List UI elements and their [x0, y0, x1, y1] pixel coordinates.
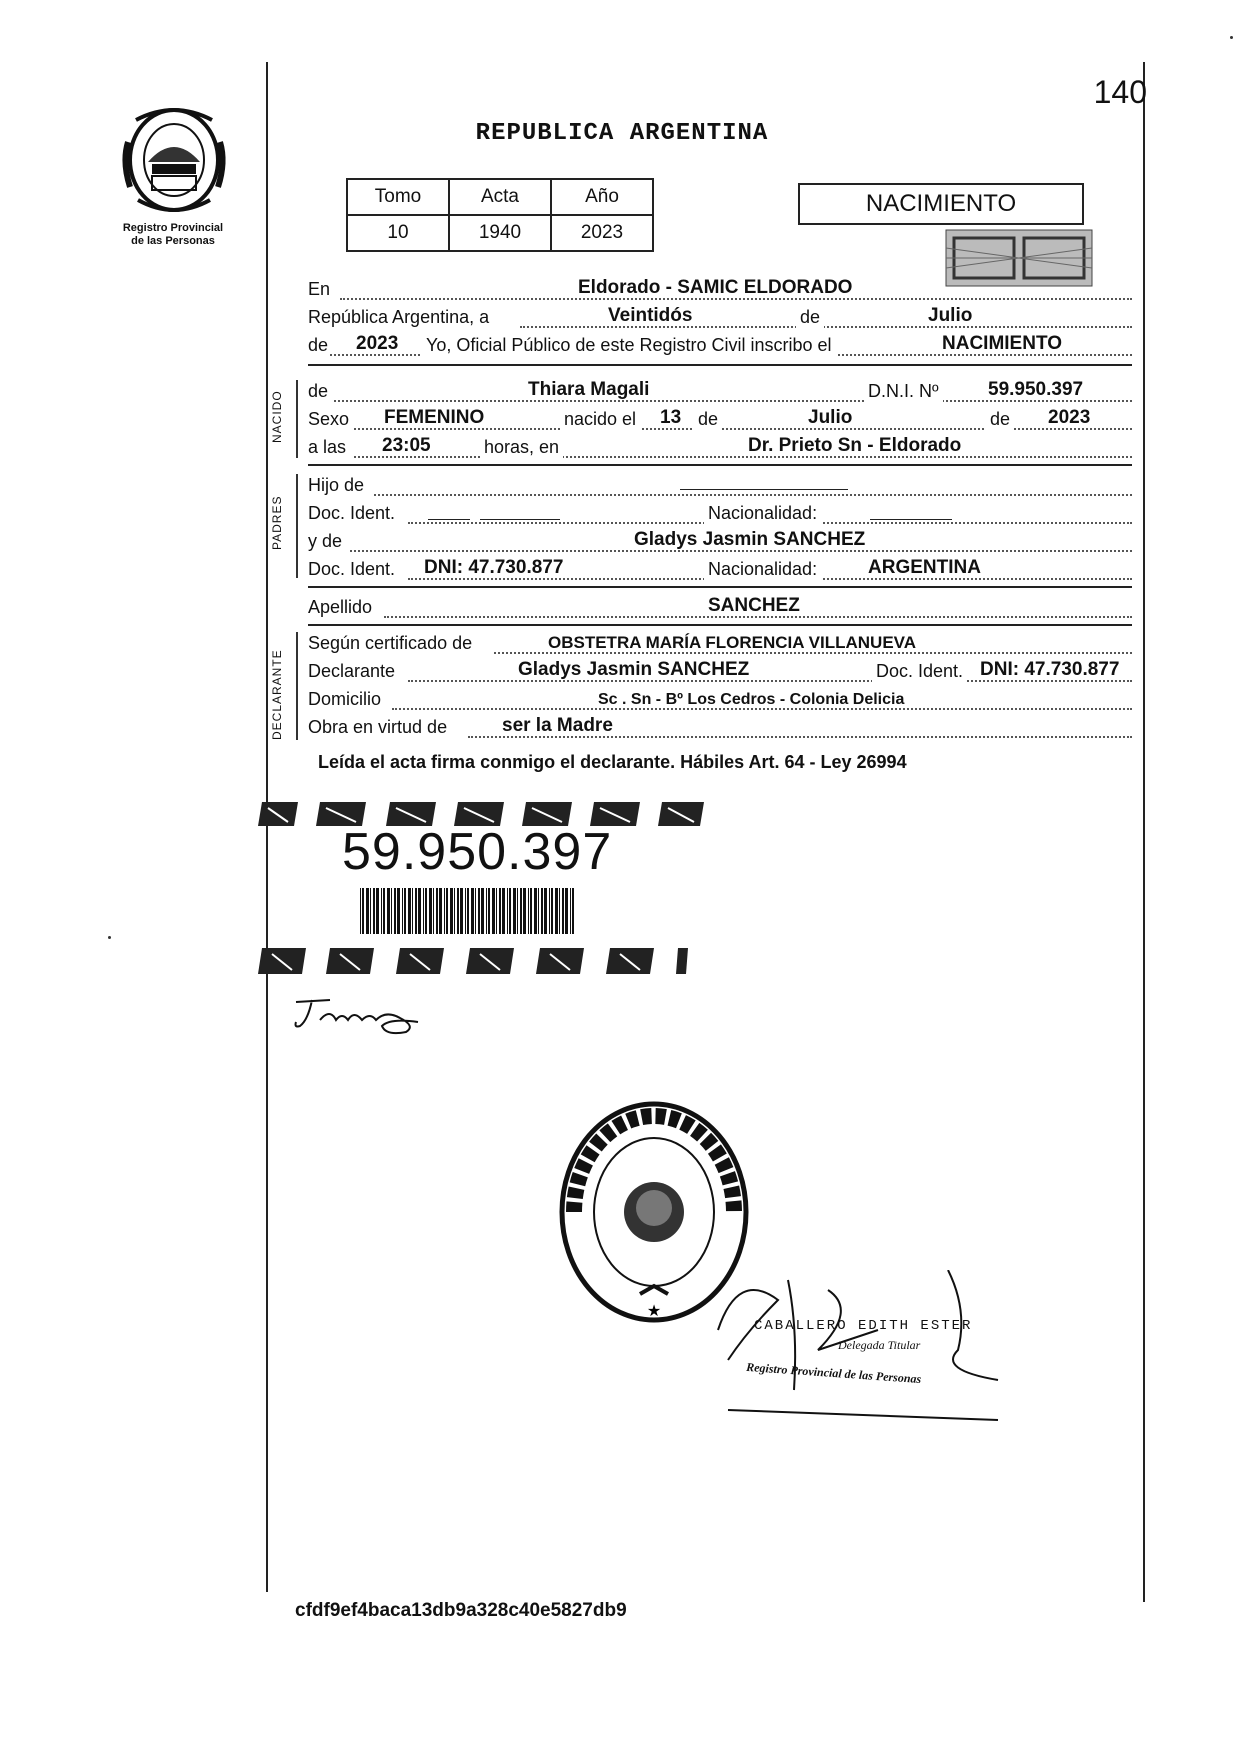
line-lugar — [308, 278, 1132, 304]
field-anio: 2023 — [356, 333, 399, 354]
label-de: de — [796, 307, 824, 328]
header-anio: Año — [551, 179, 653, 215]
header-acta: Acta — [449, 179, 551, 215]
field-dia-texto: Veintidós — [608, 305, 693, 326]
scan-mark — [1230, 36, 1233, 39]
label-de: de — [308, 381, 329, 401]
section-bracket — [296, 380, 298, 458]
label-nacionalidad: Nacionalidad: — [704, 559, 821, 580]
label-republica: República Argentina, a — [308, 307, 490, 327]
field-anio: 2023 — [1048, 407, 1091, 428]
line-padre-doc — [308, 502, 1132, 528]
line-fecha — [308, 306, 1132, 332]
field-dia: 13 — [660, 407, 682, 428]
field-sexo: FEMENINO — [384, 407, 485, 428]
field-declarante-doc: DNI: 47.730.877 — [980, 659, 1120, 680]
svg-text:★: ★ — [646, 1301, 662, 1320]
line-nombre — [308, 380, 1132, 406]
line-sexo — [308, 408, 1132, 434]
header-tomo: Tomo — [347, 179, 449, 215]
field-apellido: SANCHEZ — [708, 595, 800, 616]
logo-caption — [108, 222, 238, 248]
document-title: REPUBLICA ARGENTINA — [475, 120, 769, 147]
right-margin-line — [1143, 62, 1145, 1602]
label-yo-oficial: Yo, Oficial Público de este Registro Civil inscribo el — [422, 335, 836, 356]
label-y-de: y de — [308, 531, 343, 551]
declarant-signature — [290, 990, 430, 1040]
label-de: de — [986, 409, 1014, 430]
field-madre-nacionalidad: ARGENTINA — [868, 557, 981, 578]
field-nombre: Thiara Magali — [528, 379, 650, 400]
field-domicilio: Sc . Sn - Bº Los Cedros - Colonia Delicia — [598, 691, 905, 708]
label-apellido: Apellido — [308, 597, 373, 617]
logo-caption-line-1: Registro Provincial — [122, 222, 224, 234]
field-hora: 23:05 — [382, 435, 431, 456]
field-obra: ser la Madre — [502, 715, 613, 736]
value-acta: 1940 — [449, 215, 551, 251]
section-bracket — [296, 632, 298, 740]
official-office: Registro Provincial de las Personas — [745, 1359, 922, 1387]
barcode — [358, 888, 580, 934]
logo-caption-line-2: de las Personas — [131, 235, 215, 247]
section-label-declarante: DECLARANTE — [270, 649, 284, 740]
section-bracket — [296, 474, 298, 578]
label-dni: D.N.I. Nº — [864, 381, 943, 402]
label-doc-ident: Doc. Ident. — [872, 661, 967, 682]
field-madre: Gladys Jasmin SANCHEZ — [634, 529, 866, 550]
line-apellido — [308, 596, 1132, 622]
divider — [308, 586, 1132, 588]
field-mes: Julio — [928, 305, 973, 326]
official-role: Delegada Titular — [838, 1338, 921, 1352]
label-obra-en-virtud: Obra en virtud de — [308, 717, 448, 737]
field-mes: Julio — [808, 407, 853, 428]
page-number: 140 — [1093, 74, 1147, 110]
line-obra — [308, 716, 1132, 742]
field-lugar: Eldorado - SAMIC ELDORADO — [578, 277, 853, 298]
dotted-line — [354, 456, 1132, 458]
section-label-nacido: NACIDO — [270, 390, 284, 443]
line-inscripcion — [308, 334, 1132, 360]
field-lugar-nacimiento: Dr. Prieto Sn - Eldorado — [748, 435, 962, 456]
label-de: de — [694, 409, 722, 430]
blank-line — [428, 519, 470, 520]
line-hora — [308, 436, 1132, 462]
label-nacido-el: nacido el — [560, 409, 640, 430]
divider — [308, 624, 1132, 626]
label-horas-en: horas, en — [480, 437, 563, 458]
official-name: CABALLERO EDITH ESTER — [754, 1318, 973, 1334]
line-certificado — [308, 632, 1132, 658]
field-certificado: OBSTETRA MARÍA FLORENCIA VILLANUEVA — [548, 633, 917, 652]
value-anio: 2023 — [551, 215, 653, 251]
divider — [308, 364, 1132, 366]
label-doc-ident: Doc. Ident. — [308, 503, 396, 523]
field-dni: 59.950.397 — [988, 379, 1084, 400]
blank-padre-line — [680, 489, 848, 490]
line-madre — [308, 530, 1132, 556]
label-a-las: a las — [308, 437, 347, 457]
label-hijo-de: Hijo de — [308, 475, 365, 495]
closing-statement: Leída el acta firma conmigo el declarante. Hábiles Art. 64 - Ley 26994 — [318, 752, 907, 772]
label-de: de — [308, 335, 329, 355]
scan-mark — [108, 936, 111, 939]
dotted-line — [374, 494, 1132, 496]
label-en: En — [308, 279, 331, 299]
section-label-padres: PADRES — [270, 495, 284, 550]
blank-line — [480, 519, 560, 520]
field-tipo: NACIMIENTO — [942, 333, 1062, 354]
label-sexo: Sexo — [308, 409, 350, 429]
label-declarante: Declarante — [308, 661, 396, 681]
line-declarante — [308, 660, 1132, 686]
label-nacionalidad: Nacionalidad: — [704, 503, 821, 524]
record-type-box: NACIMIENTO — [798, 183, 1084, 225]
dni-number-large: 59.950.397 — [342, 823, 613, 881]
line-hijo-de — [308, 474, 1132, 500]
field-declarante: Gladys Jasmin SANCHEZ — [518, 659, 750, 680]
security-band-bottom — [258, 944, 710, 978]
field-madre-doc: DNI: 47.730.877 — [424, 557, 564, 578]
label-doc-ident: Doc. Ident. — [308, 559, 396, 579]
divider — [308, 464, 1132, 466]
document-hash: cfdf9ef4baca13db9a328c40e5827db9 — [295, 1600, 627, 1621]
label-segun-certificado: Según certificado de — [308, 633, 473, 653]
blank-line — [870, 519, 952, 520]
label-domicilio: Domicilio — [308, 689, 382, 709]
line-madre-doc — [308, 558, 1132, 584]
registry-table — [346, 178, 654, 252]
value-tomo: 10 — [347, 215, 449, 251]
line-domicilio — [308, 688, 1132, 714]
